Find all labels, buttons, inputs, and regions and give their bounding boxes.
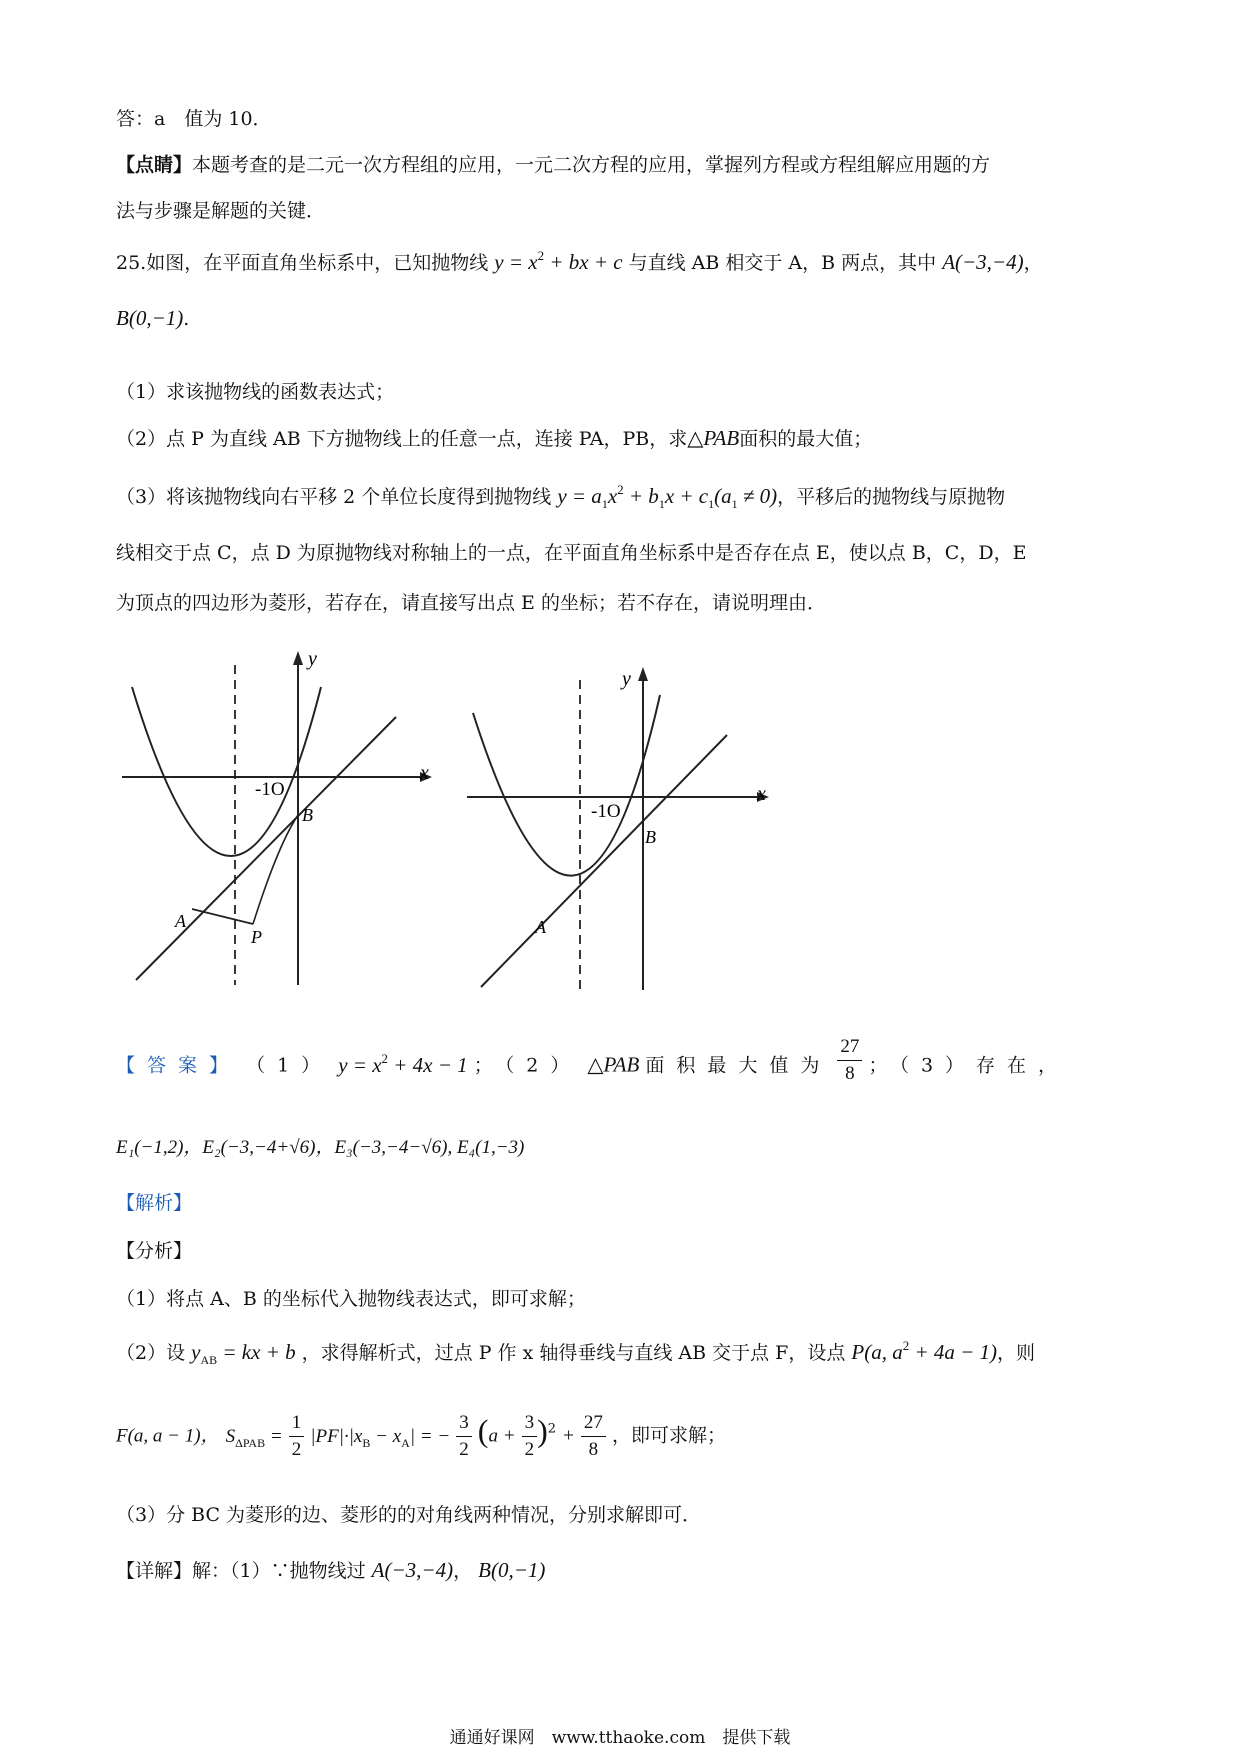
tick-label: -1O [591, 801, 621, 822]
point-a-label: A [535, 917, 546, 937]
x-axis-label: x [757, 783, 766, 805]
point-p-label: P [251, 927, 262, 947]
answer-formula: $y = x^2 + 4x - 1$ [338, 1050, 468, 1077]
problem-point-b: B(0,−1). [116, 306, 190, 330]
fenxi-heading: 【分析】 [116, 1240, 193, 1262]
point-b-label: B [645, 827, 656, 847]
figure-2 [465, 665, 770, 995]
figure-1 [120, 645, 440, 990]
question-3-line2: 线相交于点 C，点 D 为原抛物线对称轴上的一点，在平面直角坐标系中是否存在点 E，使以点 B，C，D，E [116, 542, 1027, 564]
answer-line2: E₁(−1,2)，E₂(−3,−4+√6)，E₃(−3,−4−√6), E₄(1,−3) [116, 1137, 525, 1158]
answer-fraction: $\frac{27}{8}$ [837, 1034, 862, 1087]
dianjing-tag: 【点睛】 [116, 154, 193, 176]
fenxi-step-1: （1）将点 A、B 的坐标代入抛物线表达式，即可求解； [116, 1288, 586, 1310]
jiexi-heading: 【解析】 [116, 1192, 193, 1214]
question-2: （2）点 P 为直线 AB 下方抛物线上的任意一点，连接 PA，PB，求△PAB面积的最大值； [116, 426, 873, 450]
problem-line1: 25.如图，在平面直角坐标系中，已知抛物线 $y = x^2$ + bx + c 与直线 AB 相交于 A，B 两点，其中 A(−3,−4)， [116, 248, 1043, 274]
y-axis-label: y [308, 648, 317, 670]
xiangjie-tag: 【详解】 [116, 1560, 193, 1582]
x-axis-label: x [420, 762, 429, 784]
answer-tag: 【答案】 [116, 1054, 241, 1077]
parabola-formula: $y = x^2$ + bx + c [494, 248, 623, 274]
dianjing-line2: 法与步骤是解题的关键． [116, 200, 326, 222]
fenxi-step-2-line2: F(a, a − 1)， $S_{\Delta PAB}$ = $\frac{1}{2}$ $|PF|\cdot|x_B - x_A|$ = − $\frac{3}{2}$ (a + $\frac{3}{2}$ )$^2$ + $\frac{27}{8}$ ，即可求解； [116, 1412, 726, 1460]
fenxi-step-2: （2）设 $y_{AB}$ = kx + b ，求得解析式，过点 P 作 x 轴得垂线与直线 AB 交于点 F，设点 P(a, $a^2 + 4a - 1$)，则 [116, 1338, 1036, 1367]
point-b-label: B [302, 805, 313, 825]
question-1: （1）求该抛物线的函数表达式； [116, 381, 395, 403]
point-a-label: A [175, 911, 186, 931]
page-footer: 通通好课网 www.tthaoke.com 提供下载 [449, 1728, 791, 1748]
y-axis-label: y [622, 668, 631, 690]
dianjing-line1: 【点睛】本题考查的是二元一次方程组的应用，一元二次方程的应用，掌握列方程或方程组解应用题的方 [116, 154, 991, 176]
answer-line1: 【答案】 （1） $y = x^2 + 4x - 1$ ；（2） △PAB 面积最大值为 $\frac{27}{8}$ ；（3）存在， [116, 1040, 1069, 1093]
fenxi-step-3: （3）分 BC 为菱形的边、菱形的的对角线两种情况，分别求解即可． [116, 1504, 702, 1526]
tick-label: -1O [255, 779, 285, 800]
question-3-line3: 为顶点的四边形为菱形，若存在，请直接写出点 E 的坐标；若不存在，请说明理由． [116, 592, 826, 614]
xiangjie-line: 【详解】解：（1）∵抛物线过 A(−3,−4)， B(0,−1) [116, 1558, 546, 1582]
question-3-line1: （3）将该抛物线向右平移 2 个单位长度得到抛物线 $y = a_1x^2 + b_1x + c_1(a_1 \ne 0)$，平移后的抛物线与原抛物 [116, 482, 1006, 511]
point-a-coord: A(−3,−4) [942, 250, 1024, 274]
previous-answer: 答：a 值为 10． [116, 108, 272, 130]
